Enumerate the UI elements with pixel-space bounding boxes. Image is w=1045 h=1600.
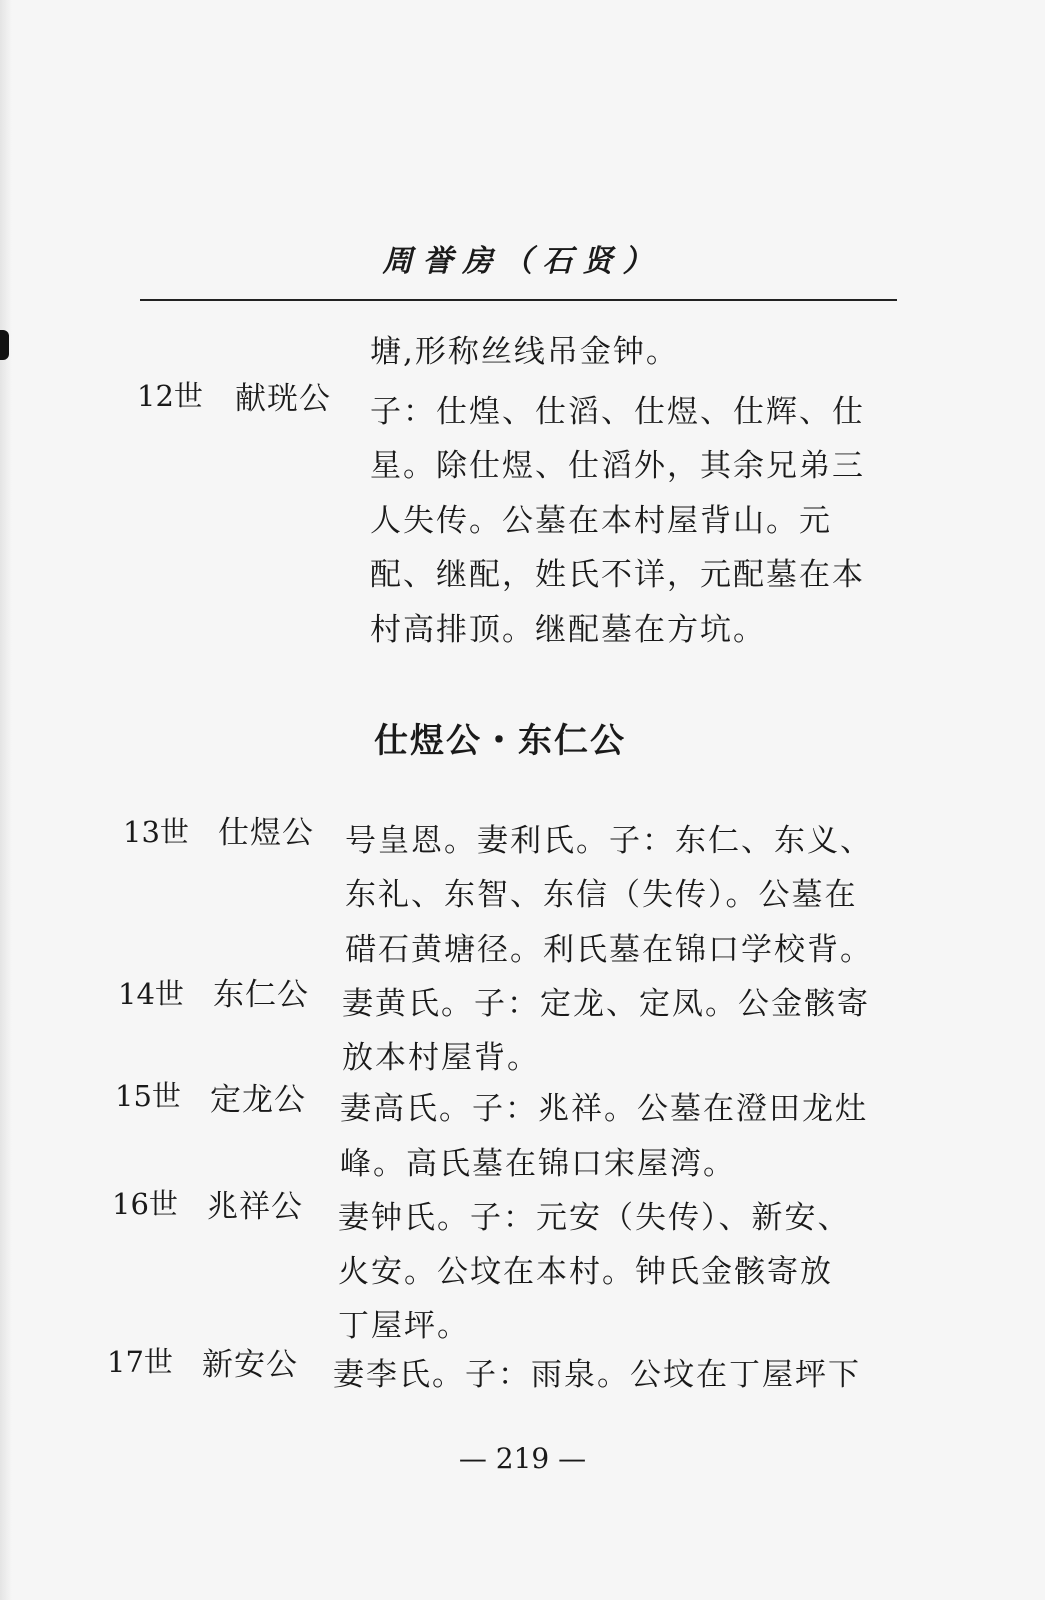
entry-name: 献珖公 [235,381,331,417]
running-head: 周誉房（石贤） [382,244,663,279]
entry-name: 东仁公 [213,977,309,1013]
binding-mark [0,330,9,360]
entry-line: 东礼、东智、东信（失传）。公墓在 [345,877,858,913]
section-title: 仕煜公・东仁公 [374,721,626,761]
header-rule [140,299,897,301]
entry-line: 放本村屋背。 [342,1040,540,1076]
entry-name: 定龙公 [210,1082,306,1118]
entry-line: 妻李氏。子：雨泉。公坟在丁屋坪下 [333,1357,861,1393]
entry-line: 妻高氏。子：兆祥。公墓在澄田龙灶 [340,1091,868,1127]
entry-generation: 16世 [112,1187,178,1221]
entry-line: 人失传。公墓在本村屋背山。元 [370,503,832,539]
entry-line: 妻黄氏。子：定龙、定凤。公金骸寄 [342,986,870,1022]
entry-generation: 14世 [118,977,184,1011]
entry-line: 峰。高氏墓在锦口宋屋湾。 [340,1146,736,1182]
entry-line: 配、继配，姓氏不详，元配墓在本 [370,557,865,593]
entry-name: 仕煜公 [218,815,314,851]
entry-line: 妻钟氏。子：元安（失传）、新安、 [338,1200,851,1236]
entry-line: 号皇恩。妻利氏。子：东仁、东义、 [345,823,873,859]
entry-generation: 12世 [137,379,203,413]
entry-line: 村高排顶。继配墓在方坑。 [370,612,766,648]
continuation-line: 塘,形称丝线吊金钟。 [370,334,679,370]
entry-name: 兆祥公 [207,1189,303,1225]
entry-line: 火安。公坟在本村。钟氏金骸寄放 [338,1254,833,1290]
entry-line: 子：仕煌、仕滔、仕煜、仕辉、仕 [370,394,865,430]
entry-generation: 17世 [107,1345,173,1379]
entry-generation: 13世 [123,815,189,849]
page-number: — 219 — [458,1442,587,1475]
entry-line: 星。除仕煜、仕滔外，其余兄弟三 [370,448,865,484]
entry-line: 碏石黄塘径。利氏墓在锦口学校背。 [345,932,873,968]
entry-generation: 15世 [115,1079,181,1113]
entry-line: 丁屋坪。 [338,1308,470,1344]
entry-name: 新安公 [202,1347,298,1383]
